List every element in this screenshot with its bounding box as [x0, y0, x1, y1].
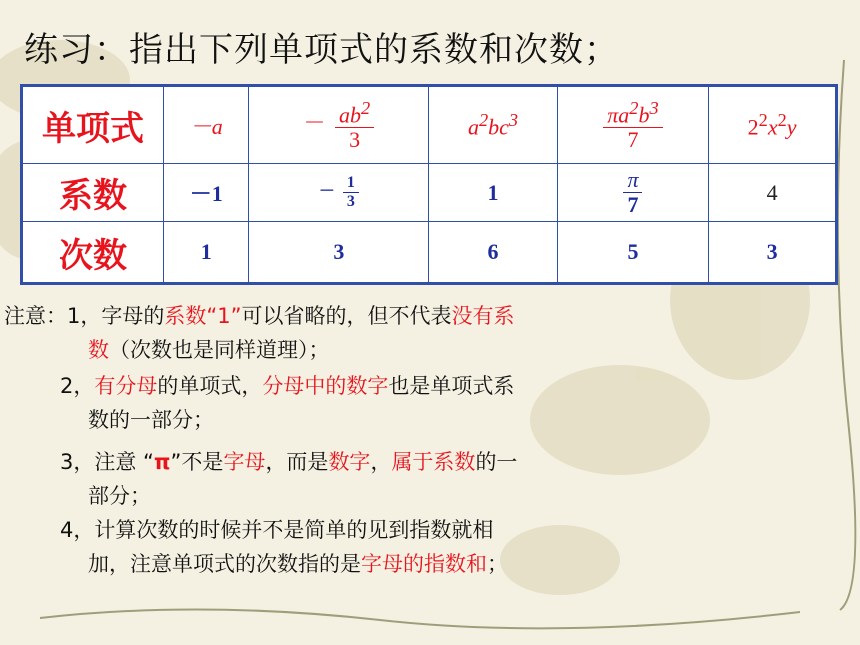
- note-text: 的单项式，: [157, 374, 263, 398]
- degree-3: 6: [429, 222, 557, 284]
- monomial-4: [557, 86, 709, 164]
- variable: x: [767, 114, 778, 140]
- degree-5: 3: [709, 222, 837, 284]
- monomial-3: [429, 86, 557, 164]
- note-highlight: 数: [88, 338, 109, 362]
- monomial-2: [249, 86, 429, 164]
- page-title: 练习：指出下列单项式的系数和次数；: [24, 30, 619, 70]
- note-highlight: 没有系: [451, 304, 515, 328]
- monomial-table: [20, 84, 838, 285]
- note-text: 数的一部分；: [88, 408, 214, 432]
- note-text: ；: [487, 552, 508, 576]
- row-header-monomial: 单项式: [22, 86, 164, 164]
- fraction: [335, 98, 374, 153]
- degree-row: [22, 222, 837, 284]
- note-1-line-1: [4, 300, 515, 332]
- monomial-1: [164, 86, 249, 164]
- note-text: 注意：1，字母的: [4, 304, 165, 328]
- numerator: 1: [346, 174, 355, 192]
- numerator: ab: [339, 101, 362, 127]
- row-header-degree: 次数: [22, 222, 164, 284]
- denominator: 7: [627, 192, 639, 217]
- sign: －: [189, 113, 212, 139]
- exponent: 3: [649, 97, 659, 118]
- note-highlight: 系数“1”: [164, 304, 242, 328]
- note-text: 加，注意单项式的次数指的是: [88, 552, 361, 576]
- denominator: 7: [627, 127, 639, 153]
- exponent: 2: [777, 109, 787, 130]
- note-text: ，而是: [265, 450, 329, 474]
- coefficient-4: [557, 164, 709, 222]
- variable: b: [638, 101, 650, 127]
- sign: －: [303, 110, 326, 136]
- variable: bc: [488, 114, 509, 140]
- exponent: 2: [629, 97, 639, 118]
- note-text: 也是单项式系: [388, 374, 515, 398]
- exponent: 2: [478, 109, 489, 130]
- sign: －: [318, 183, 335, 201]
- note-text: ，: [370, 450, 392, 474]
- coefficient-row: [22, 164, 837, 222]
- note-text: 4，计算次数的时候并不是简单的见到指数就相: [60, 518, 494, 542]
- degree-2: 3: [249, 222, 429, 284]
- variable: a: [211, 113, 223, 139]
- note-highlight: 有分母: [94, 374, 158, 398]
- note-4-line-1: [60, 514, 493, 546]
- note-text: （次数也是同样道理）；: [109, 338, 330, 362]
- note-3-line-1: [60, 446, 517, 478]
- note-highlight: 字母的指数和: [361, 552, 487, 576]
- fraction: [603, 98, 662, 153]
- pi-symbol: π: [153, 450, 171, 474]
- note-text: 2，: [60, 374, 95, 398]
- note-3-line-2: [88, 480, 151, 512]
- numerator: πa: [607, 101, 630, 127]
- note-highlight: 分母中的数字: [262, 374, 389, 398]
- numerator: π: [627, 166, 639, 192]
- monomial-row: [22, 86, 837, 164]
- exponent: 3: [508, 109, 519, 130]
- degree-4: 5: [557, 222, 709, 284]
- variable: y: [786, 114, 797, 140]
- note-highlight: 属于系数: [391, 450, 476, 474]
- degree-1: 1: [164, 222, 249, 284]
- denominator: 3: [346, 193, 355, 210]
- note-text: 的一: [475, 450, 518, 474]
- note-text: 3，注意 “: [60, 450, 154, 474]
- fraction: [623, 168, 642, 217]
- note-highlight: 字母: [223, 450, 266, 474]
- exponent: 2: [361, 97, 371, 118]
- fraction: [343, 174, 359, 210]
- note-highlight: 数字: [328, 450, 371, 474]
- exponent: 2: [758, 109, 768, 130]
- row-header-coefficient: 系数: [22, 164, 164, 222]
- coefficient-3: 1: [429, 164, 557, 222]
- variable: a: [467, 114, 479, 140]
- note-1-line-2: [88, 334, 330, 366]
- note-2-line-2: [88, 404, 214, 436]
- base: 2: [747, 114, 759, 140]
- note-text: 部分；: [88, 484, 151, 508]
- coefficient-1: －1: [164, 164, 249, 222]
- note-2-line-1: [60, 370, 514, 402]
- coefficient-2: [249, 164, 429, 222]
- note-text: ”不是: [170, 450, 224, 474]
- note-4-line-2: [88, 548, 508, 580]
- denominator: 3: [349, 127, 361, 153]
- coefficient-5: 4: [709, 164, 837, 222]
- note-text: 可以省略的，但不代表: [241, 304, 452, 328]
- monomial-5: [709, 86, 837, 164]
